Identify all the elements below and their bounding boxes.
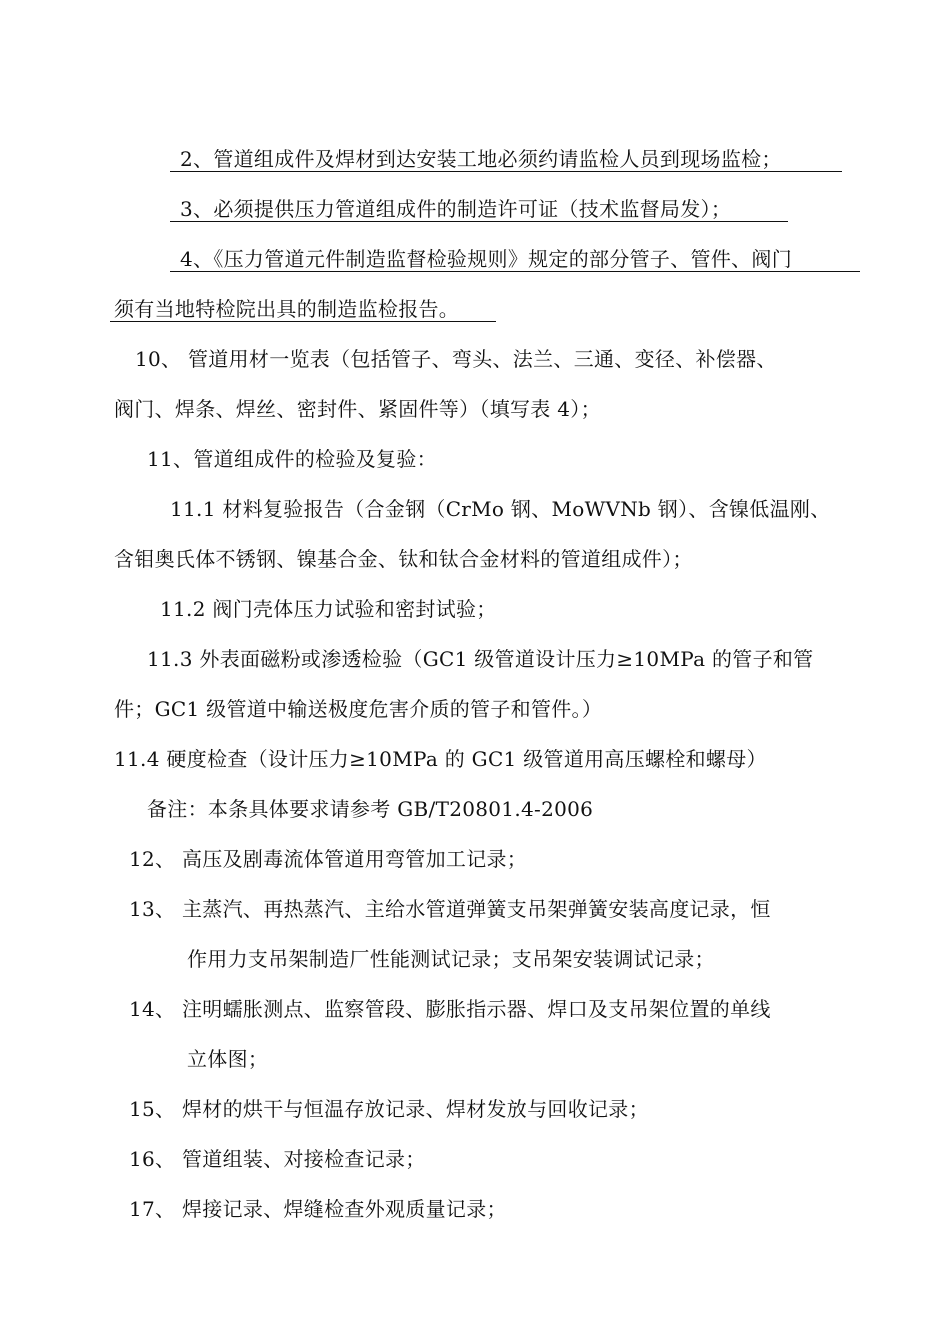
underline <box>170 171 842 172</box>
text-line: 11.1 材料复验报告（合金钢（CrMo 钢、MoWVNb 钢）、含镍低温刚、 <box>170 497 831 521</box>
underline <box>110 321 496 322</box>
text-line: 11.3 外表面磁粉或渗透检验（GC1 级管道设计压力≥10MPa 的管子和管 <box>147 647 814 671</box>
text-line: 作用力支吊架制造厂性能测试记录；支吊架安装调试记录； <box>187 947 715 971</box>
text-line: 3、必须提供压力管道组成件的制造许可证（技术监督局发）； <box>180 197 732 221</box>
text-line: 16、 管道组装、对接检查记录； <box>129 1147 426 1171</box>
text-line: 须有当地特检院出具的制造监检报告。 <box>114 297 460 321</box>
underline <box>170 271 860 272</box>
underline <box>170 221 788 222</box>
text-line: 11.2 阀门壳体压力试验和密封试验； <box>160 597 497 621</box>
text-line: 立体图； <box>187 1047 269 1071</box>
text-line: 10、 管道用材一览表（包括管子、弯头、法兰、三通、变径、补偿器、 <box>135 347 777 371</box>
text-line: 备注：本条具体要求请参考 GB/T20801.4-2006 <box>147 797 594 821</box>
text-line: 2、管道组成件及焊材到达安装工地必须约请监检人员到现场监检； <box>180 147 782 171</box>
text-line: 15、 焊材的烘干与恒温存放记录、焊材发放与回收记录； <box>129 1097 649 1121</box>
text-line: 含钼奥氏体不锈钢、镍基合金、钛和钛合金材料的管道组成件）； <box>114 547 693 571</box>
text-line: 17、 焊接记录、焊缝检查外观质量记录； <box>129 1197 507 1221</box>
text-line: 11.4 硬度检查（设计压力≥10MPa 的 GC1 级管道用高压螺栓和螺母） <box>114 747 767 771</box>
text-line: 11、管道组成件的检验及复验： <box>147 447 437 471</box>
text-line: 阀门、焊条、焊丝、密封件、紧固件等）（填写表 4）； <box>114 397 601 421</box>
text-line: 4、《压力管道元件制造监督检验规则》规定的部分管子、管件、阀门 <box>180 247 793 271</box>
text-line: 件；GC1 级管道中输送极度危害介质的管子和管件。） <box>114 697 603 721</box>
text-line: 13、 主蒸汽、再热蒸汽、主给水管道弹簧支吊架弹簧安装高度记录，恒 <box>129 897 771 921</box>
text-line: 12、 高压及剧毒流体管道用弯管加工记录； <box>129 847 528 871</box>
text-line: 14、 注明蠕胀测点、监察管段、膨胀指示器、焊口及支吊架位置的单线 <box>129 997 771 1021</box>
